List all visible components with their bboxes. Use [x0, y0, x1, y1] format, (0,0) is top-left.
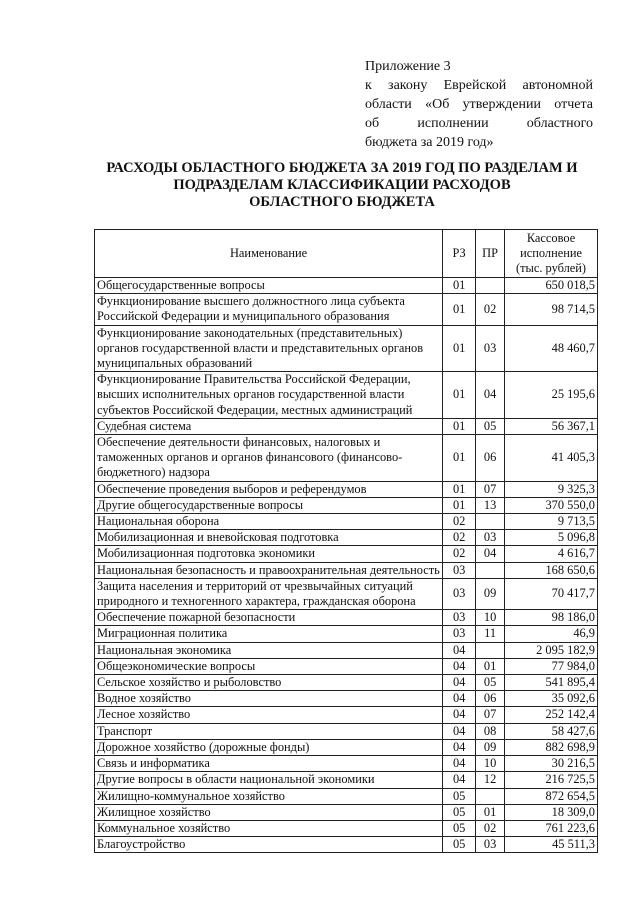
row-name: Функционирование законодательных (представительных) органов государственной власти и представительных органов муниципальных образований [95, 325, 443, 372]
row-value: 25 195,6 [505, 372, 598, 419]
row-name: Национальная оборона [95, 514, 443, 530]
row-pr: 03 [476, 325, 505, 372]
row-name: Миграционная политика [95, 626, 443, 642]
row-name: Другие вопросы в области национальной экономики [95, 772, 443, 788]
table-row [95, 497, 598, 513]
row-name: Обеспечение проведения выборов и референдумов [95, 481, 443, 497]
row-pr [476, 514, 505, 530]
table-row [95, 804, 598, 820]
row-name: Общегосударственные вопросы [95, 278, 443, 294]
appendix-note [365, 57, 593, 152]
row-name: Национальная безопасность и правоохранительная деятельность [95, 562, 443, 578]
appendix-line: бюджета за 2019 год» [365, 135, 494, 150]
row-rz: 01 [443, 294, 476, 325]
row-value: 45 511,3 [505, 837, 598, 853]
title-line: РАСХОДЫ ОБЛАСТНОГО БЮДЖЕТА ЗА 2019 ГОД ПО РАЗДЕЛАМ И [106, 160, 578, 176]
row-rz: 04 [443, 707, 476, 723]
table-row [95, 723, 598, 739]
row-value: 4 616,7 [505, 546, 598, 562]
row-pr: 01 [476, 804, 505, 820]
row-rz: 04 [443, 756, 476, 772]
row-rz: 04 [443, 675, 476, 691]
row-value: 48 460,7 [505, 325, 598, 372]
row-value: 98 186,0 [505, 610, 598, 626]
row-pr: 08 [476, 723, 505, 739]
row-pr: 06 [476, 435, 505, 482]
row-rz: 03 [443, 626, 476, 642]
row-rz: 05 [443, 820, 476, 836]
row-value: 98 714,5 [505, 294, 598, 325]
row-rz: 05 [443, 804, 476, 820]
row-value: 5 096,8 [505, 530, 598, 546]
row-rz: 03 [443, 610, 476, 626]
row-value: 216 725,5 [505, 772, 598, 788]
row-pr: 01 [476, 658, 505, 674]
row-value: 2 095 182,9 [505, 642, 598, 658]
row-pr: 07 [476, 707, 505, 723]
row-name: Другие общегосударственные вопросы [95, 497, 443, 513]
row-pr: 03 [476, 837, 505, 853]
row-name: Обеспечение пожарной безопасности [95, 610, 443, 626]
row-rz: 04 [443, 772, 476, 788]
row-rz: 05 [443, 837, 476, 853]
row-name: Жилищное хозяйство [95, 804, 443, 820]
row-name: Транспорт [95, 723, 443, 739]
row-value: 872 654,5 [505, 788, 598, 804]
table-row [95, 756, 598, 772]
header-value-line: исполнение [520, 246, 582, 260]
appendix-line: к закону Еврейской автономной [365, 78, 593, 93]
row-pr [476, 278, 505, 294]
table-row [95, 610, 598, 626]
row-rz: 02 [443, 530, 476, 546]
row-pr [476, 788, 505, 804]
row-pr: 06 [476, 691, 505, 707]
row-name: Функционирование Правительства Российской Федерации, высших исполнительных органов государственной власти субъектов Российской Федерации, местных администраций [95, 372, 443, 419]
row-rz: 05 [443, 788, 476, 804]
table-row [95, 820, 598, 836]
row-pr: 03 [476, 530, 505, 546]
row-pr: 02 [476, 294, 505, 325]
row-pr: 05 [476, 675, 505, 691]
row-rz: 04 [443, 658, 476, 674]
table-row [95, 418, 598, 434]
row-rz: 01 [443, 278, 476, 294]
table-header-row [95, 230, 598, 278]
row-pr: 09 [476, 578, 505, 609]
row-value: 9 713,5 [505, 514, 598, 530]
row-rz: 01 [443, 435, 476, 482]
row-rz: 04 [443, 723, 476, 739]
row-value: 18 309,0 [505, 804, 598, 820]
row-name: Обеспечение деятельности финансовых, налоговых и таможенных органов и органов финансового (финансово-бюджетного) надзора [95, 435, 443, 482]
table-row [95, 435, 598, 482]
row-pr: 04 [476, 546, 505, 562]
table-row [95, 278, 598, 294]
row-name: Водное хозяйство [95, 691, 443, 707]
appendix-line: Приложение 3 [365, 59, 451, 74]
table-row [95, 294, 598, 325]
row-rz: 03 [443, 578, 476, 609]
table-row [95, 707, 598, 723]
header-value-line: (тыс. рублей) [516, 261, 587, 275]
document-title [80, 160, 604, 211]
table-row [95, 626, 598, 642]
header-value [505, 230, 598, 278]
row-name: Защита населения и территорий от чрезвычайных ситуаций природного и техногенного характера, гражданская оборона [95, 578, 443, 609]
row-rz: 02 [443, 546, 476, 562]
appendix-line: об исполнении областного [365, 116, 593, 131]
row-value: 9 325,3 [505, 481, 598, 497]
table-row [95, 530, 598, 546]
row-pr [476, 642, 505, 658]
row-name: Национальная экономика [95, 642, 443, 658]
row-value: 30 216,5 [505, 756, 598, 772]
table-row [95, 514, 598, 530]
row-value: 541 895,4 [505, 675, 598, 691]
row-name: Дорожное хозяйство (дорожные фонды) [95, 739, 443, 755]
row-pr: 10 [476, 610, 505, 626]
row-pr: 13 [476, 497, 505, 513]
row-name: Жилищно-коммунальное хозяйство [95, 788, 443, 804]
appendix-line: области «Об утверждении отчета [365, 97, 593, 112]
row-pr: 11 [476, 626, 505, 642]
row-value: 650 018,5 [505, 278, 598, 294]
row-value: 70 417,7 [505, 578, 598, 609]
row-rz: 03 [443, 562, 476, 578]
row-value: 761 223,6 [505, 820, 598, 836]
row-name: Связь и информатика [95, 756, 443, 772]
row-pr: 09 [476, 739, 505, 755]
header-rz: РЗ [443, 230, 476, 278]
row-value: 882 698,9 [505, 739, 598, 755]
row-name: Благоустройство [95, 837, 443, 853]
table-row [95, 837, 598, 853]
title-line: ОБЛАСТНОГО БЮДЖЕТА [249, 194, 435, 210]
row-value: 41 405,3 [505, 435, 598, 482]
table-row [95, 691, 598, 707]
header-value-line: Кассовое [526, 231, 576, 245]
row-rz: 04 [443, 739, 476, 755]
row-name: Мобилизационная подготовка экономики [95, 546, 443, 562]
table-row [95, 325, 598, 372]
row-rz: 02 [443, 514, 476, 530]
table-row [95, 675, 598, 691]
row-pr [476, 562, 505, 578]
expenditure-table [94, 229, 598, 853]
row-rz: 01 [443, 497, 476, 513]
row-value: 77 984,0 [505, 658, 598, 674]
header-name: Наименование [95, 230, 443, 278]
row-rz: 01 [443, 418, 476, 434]
table-row [95, 562, 598, 578]
table-row [95, 578, 598, 609]
table-row [95, 788, 598, 804]
table-row [95, 739, 598, 755]
table-row [95, 546, 598, 562]
row-rz: 01 [443, 372, 476, 419]
row-value: 168 650,6 [505, 562, 598, 578]
row-rz: 04 [443, 691, 476, 707]
row-name: Коммунальное хозяйство [95, 820, 443, 836]
row-pr: 10 [476, 756, 505, 772]
row-name: Функционирование высшего должностного лица субъекта Российской Федерации и муниципального образования [95, 294, 443, 325]
row-value: 370 550,0 [505, 497, 598, 513]
row-value: 56 367,1 [505, 418, 598, 434]
row-name: Лесное хозяйство [95, 707, 443, 723]
title-line: ПОДРАЗДЕЛАМ КЛАССИФИКАЦИИ РАСХОДОВ [173, 177, 511, 193]
row-value: 58 427,6 [505, 723, 598, 739]
row-pr: 07 [476, 481, 505, 497]
row-rz: 01 [443, 325, 476, 372]
row-value: 35 092,6 [505, 691, 598, 707]
row-rz: 04 [443, 642, 476, 658]
table-row [95, 658, 598, 674]
row-pr: 04 [476, 372, 505, 419]
row-name: Сельское хозяйство и рыболовство [95, 675, 443, 691]
row-pr: 02 [476, 820, 505, 836]
row-pr: 05 [476, 418, 505, 434]
table-row [95, 642, 598, 658]
table-row [95, 372, 598, 419]
row-value: 252 142,4 [505, 707, 598, 723]
table-row [95, 772, 598, 788]
row-value: 46,9 [505, 626, 598, 642]
row-rz: 01 [443, 481, 476, 497]
header-pr: ПР [476, 230, 505, 278]
table-row [95, 481, 598, 497]
row-pr: 12 [476, 772, 505, 788]
row-name: Судебная система [95, 418, 443, 434]
row-name: Мобилизационная и вневойсковая подготовка [95, 530, 443, 546]
row-name: Общеэкономические вопросы [95, 658, 443, 674]
